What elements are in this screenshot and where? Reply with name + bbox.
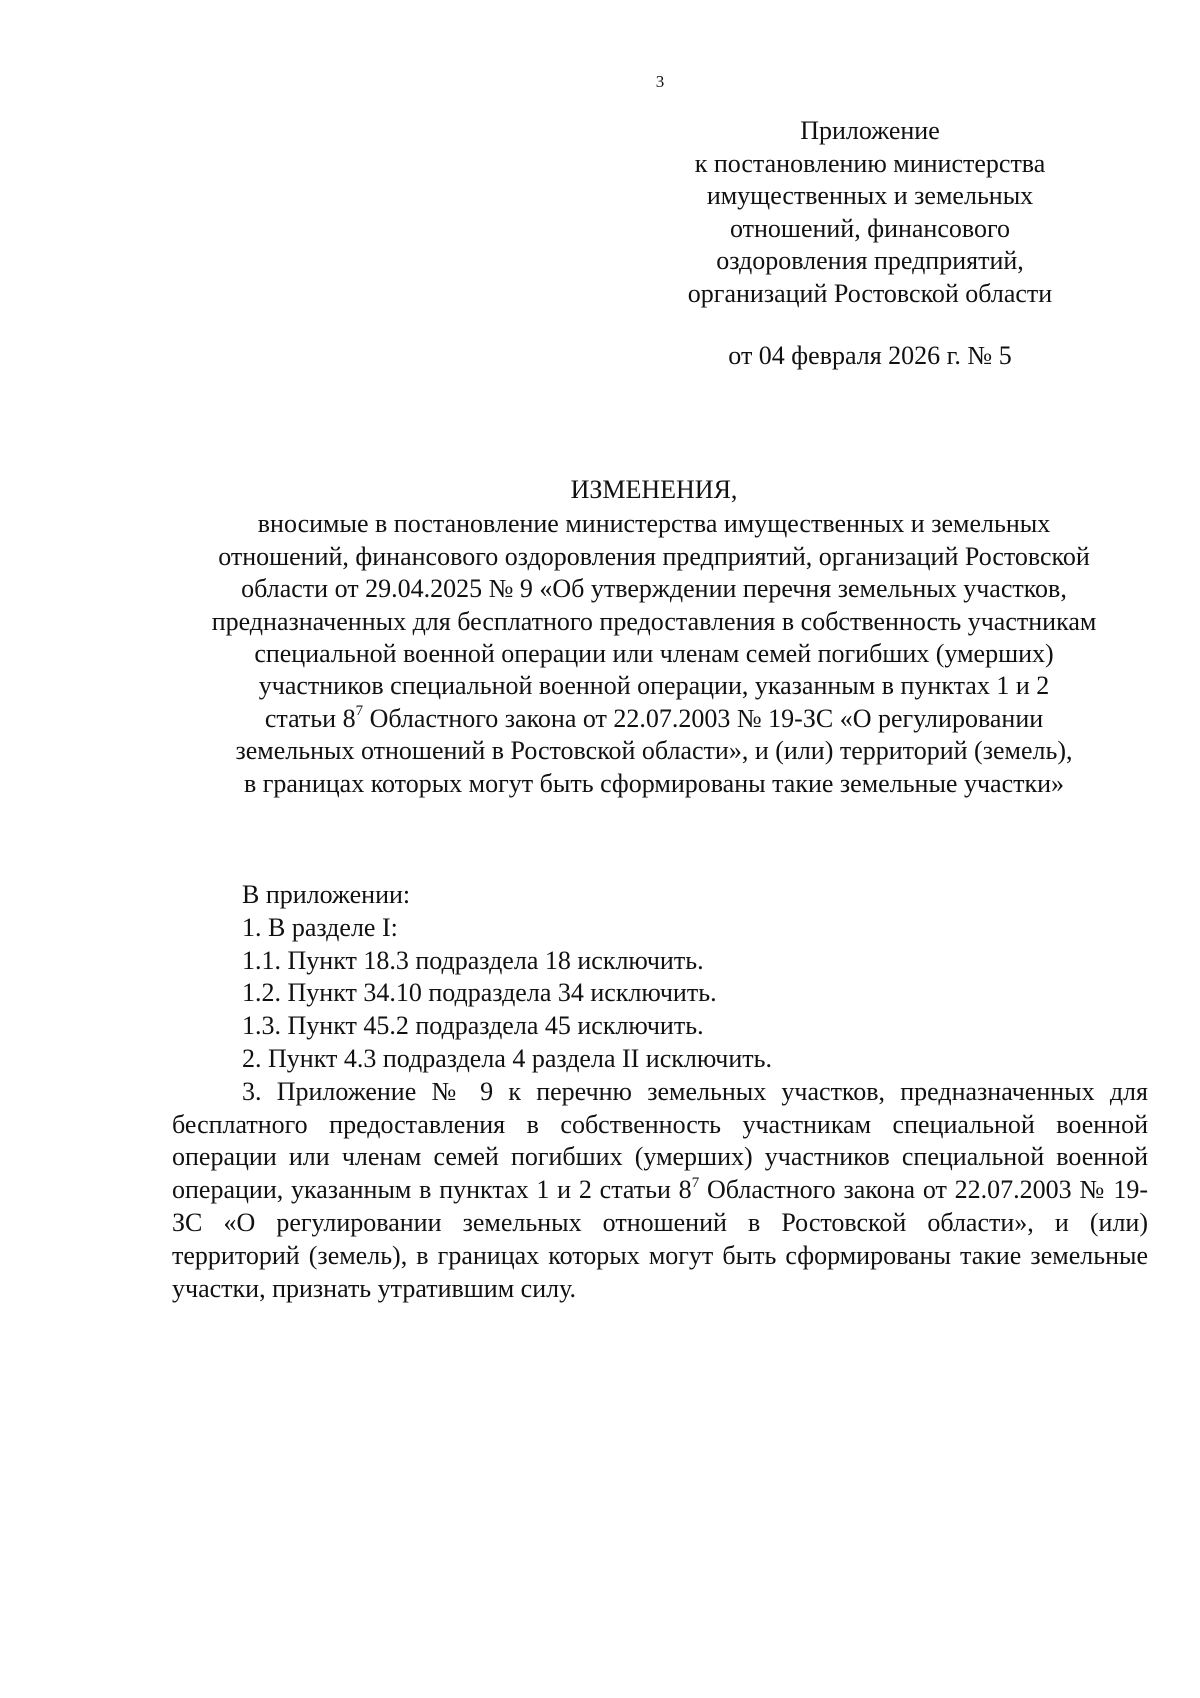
body-item: 2. Пункт 4.3 подраздела 4 раздела II исключить.	[242, 1043, 773, 1073]
body-intro: В приложении:	[242, 880, 411, 909]
superscript: 7	[355, 703, 364, 720]
changes-line: предназначенных для бесплатного предоставления в собственность участникам	[211, 606, 1097, 636]
appendix-line: Приложение	[800, 116, 940, 145]
appendix-line: отношений, финансового	[729, 213, 1011, 243]
changes-line: вносимые в постановление министерства имущественных и земельных	[257, 509, 1051, 539]
changes-line-with-superscript	[160, 703, 1148, 735]
appendix-line: оздоровления предприятий,	[716, 246, 1024, 275]
body-item: 1. В разделе I:	[242, 912, 398, 942]
body-item: 1.3. Пункт 45.2 подраздела 45 исключить.	[242, 1011, 704, 1041]
changes-heading	[160, 474, 1148, 800]
changes-line: отношений, финансового оздоровления предприятий, организаций Ростовской	[218, 541, 1090, 571]
appendix-line: организаций Ростовской области	[687, 278, 1053, 308]
appendix-line: имущественных и земельных	[706, 181, 1034, 210]
changes-title: ИЗМЕНЕНИЯ,	[570, 475, 738, 504]
changes-line: специальной военной операции или членам семей погибших (умерших)	[254, 639, 1054, 669]
changes-line: земельных отношений в Ростовской области», и (или) территорий (земель),	[235, 736, 1073, 766]
body-item: 1.1. Пункт 18.3 подраздела 18 исключить.	[242, 945, 704, 975]
appendix-date: от 04 февраля 2026 г. № 5	[728, 341, 1012, 370]
changes-line: в границах которых могут быть сформированы такие земельные участки»	[243, 768, 1065, 798]
changes-line: участников специальной военной операции, указанным в пунктах 1 и 2	[258, 671, 1050, 701]
body-item-3	[172, 1076, 1148, 1306]
superscript: 7	[691, 1174, 700, 1191]
changes-line-suffix: Областного закона от 22.07.2003 № 19-ЗС «О регулировании	[363, 703, 1044, 733]
item-3-part1: 3. Приложение № 9 к перечню земельных участков, предназначенных для бесплатного предоставления в собственность участникам специальной военной операции или членам семей погибших (умерших) участников специальной военной операции, указанным в пунктах 1 и 2 статьи 8	[172, 1076, 1148, 1205]
changes-line-prefix: статьи 8	[264, 703, 356, 733]
appendix-header	[660, 115, 1080, 373]
changes-line: области от 29.04.2025 № 9 «Об утверждении перечня земельных участков,	[241, 574, 1067, 604]
document-body	[172, 879, 1148, 1305]
item-3-part2: Областного закона от 22.07.2003 № 19-ЗС «О регулировании земельных отношений в Ростовской области», и (или) территорий (земель), в границах которых могут быть сформированы такие земельные участки, признать утратившим силу.	[172, 1175, 1149, 1303]
page-number: 3	[655, 72, 665, 91]
appendix-line: к постановлению министерства	[694, 148, 1046, 178]
body-item: 1.2. Пункт 34.10 подраздела 34 исключить.	[242, 978, 717, 1008]
